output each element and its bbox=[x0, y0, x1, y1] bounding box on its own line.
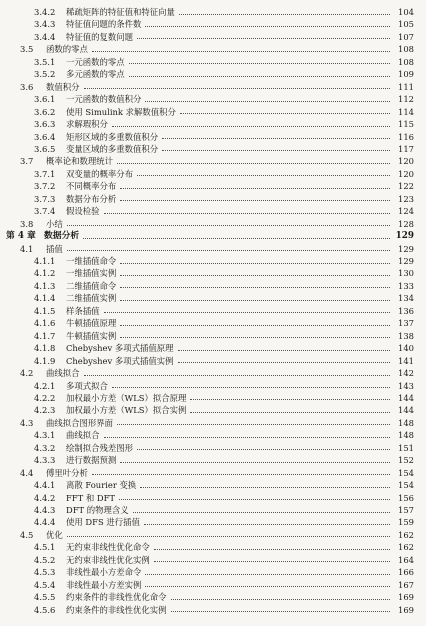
toc-entry-page: 159 bbox=[398, 517, 414, 528]
toc-entry-number: 4.1 bbox=[20, 243, 34, 254]
toc-entry-title: 二维插值命令 bbox=[66, 280, 117, 291]
dot-leader bbox=[154, 548, 390, 550]
toc-entry-page: 116 bbox=[398, 131, 414, 142]
toc-entry-number: 3.5 bbox=[20, 44, 34, 55]
toc-entry-title: 约束条件的非线性优化实例 bbox=[66, 604, 167, 615]
dot-leader bbox=[112, 386, 390, 388]
toc-entry-page: 141 bbox=[398, 355, 414, 366]
toc-entry bbox=[0, 180, 426, 192]
toc-entry-page: 133 bbox=[398, 280, 414, 291]
toc-entry-title: 优化 bbox=[46, 529, 63, 540]
toc-entry-number: 4.4.4 bbox=[34, 517, 56, 528]
toc-entry bbox=[0, 380, 426, 392]
dot-leader bbox=[104, 311, 391, 313]
dot-leader bbox=[145, 585, 390, 587]
dot-leader bbox=[92, 473, 390, 475]
toc-entry-title: 绘制拟合残差图形 bbox=[66, 442, 133, 453]
toc-entry-page: 115 bbox=[398, 119, 414, 130]
toc-entry-number: 4.3 bbox=[20, 417, 34, 428]
dot-leader bbox=[120, 262, 390, 264]
toc-entry-page: 109 bbox=[398, 69, 414, 80]
toc-entry-title: 插值 bbox=[46, 243, 63, 254]
toc-entry-page: 112 bbox=[398, 94, 414, 105]
toc-entry-page: 151 bbox=[398, 442, 414, 453]
toc-entry-title: 使用 Simulink 求解数值积分 bbox=[66, 106, 176, 117]
toc-entry-number: 4.1.7 bbox=[34, 330, 56, 341]
toc-entry bbox=[0, 155, 426, 167]
toc-entry-page: 114 bbox=[398, 106, 414, 117]
toc-entry-page: 111 bbox=[398, 81, 414, 92]
toc-entry-number: 3.6.2 bbox=[34, 106, 56, 117]
toc-entry-page: 105 bbox=[398, 19, 414, 30]
toc-entry bbox=[0, 566, 426, 578]
toc-entry-page: 129 bbox=[398, 243, 414, 254]
toc-entry-page: 130 bbox=[398, 268, 414, 279]
toc-entry-number: 4.5.3 bbox=[34, 567, 56, 578]
toc-entry-page: 162 bbox=[398, 542, 414, 553]
toc-entry-title: 非线性最小方差命令 bbox=[66, 567, 142, 578]
toc-entry bbox=[0, 442, 426, 454]
dot-leader bbox=[120, 461, 390, 463]
toc-entry-title: 不同概率分布 bbox=[66, 181, 117, 192]
toc-entry-page: 124 bbox=[398, 206, 414, 217]
toc-entry bbox=[0, 504, 426, 516]
toc-entry-page: 169 bbox=[398, 604, 414, 615]
dot-leader bbox=[120, 274, 390, 276]
toc-entry-title: 使用 DFS 进行插值 bbox=[66, 517, 140, 528]
toc-entry-page: 128 bbox=[398, 218, 414, 229]
toc-entry-title: 非线性最小方差实例 bbox=[66, 579, 142, 590]
toc-entry-page: 134 bbox=[398, 293, 414, 304]
toc-entry-number: 4.1.3 bbox=[34, 280, 56, 291]
toc-entry-page: 120 bbox=[398, 168, 414, 179]
toc-entry-page: 108 bbox=[398, 44, 414, 55]
dot-leader bbox=[133, 511, 390, 513]
toc-entry-title: 牛顿插值原理 bbox=[66, 318, 117, 329]
toc-entry-title: 小结 bbox=[46, 218, 63, 229]
toc-entry-title: 求解瑕积分 bbox=[66, 119, 108, 130]
toc-entry-page: 140 bbox=[398, 343, 414, 354]
toc-entry-page: 120 bbox=[398, 156, 414, 167]
toc-entry-number: 4.1.6 bbox=[34, 318, 56, 329]
toc-entry bbox=[0, 68, 426, 80]
toc-entry-number: 4.3.1 bbox=[34, 430, 56, 441]
toc-entry-title: 特征值问题的条件数 bbox=[66, 19, 142, 30]
toc-entry bbox=[0, 267, 426, 279]
dot-leader bbox=[179, 13, 390, 15]
dot-leader bbox=[154, 560, 390, 562]
toc-entry-title: 双变量的概率分布 bbox=[66, 168, 133, 179]
toc-entry-title: 无约束非线性优化实例 bbox=[66, 554, 150, 565]
dot-leader bbox=[120, 199, 390, 201]
toc-entry-number: 4.5.4 bbox=[34, 579, 56, 590]
dot-leader bbox=[120, 286, 390, 288]
dot-leader bbox=[137, 174, 390, 176]
toc-entry-number: 4.2 bbox=[20, 368, 34, 379]
toc-entry bbox=[0, 230, 426, 242]
toc-entry bbox=[0, 330, 426, 342]
toc-entry-page: 152 bbox=[398, 455, 414, 466]
toc-entry-title: 离散 Fourier 变换 bbox=[66, 480, 137, 491]
toc-entry-title: 一元函数的数值积分 bbox=[66, 94, 142, 105]
toc-entry-number: 3.6.1 bbox=[34, 94, 56, 105]
toc-entry-page: 148 bbox=[398, 430, 414, 441]
toc-entry-title: DFT 的物理含义 bbox=[66, 505, 129, 515]
toc-entry bbox=[0, 143, 426, 155]
dot-leader bbox=[178, 361, 390, 363]
toc-entry-number: 3.6 bbox=[20, 81, 34, 92]
toc-entry bbox=[0, 43, 426, 55]
dot-leader bbox=[145, 573, 390, 575]
toc-entry-page: 154 bbox=[398, 480, 414, 491]
toc-entry-number: 4.4.3 bbox=[34, 505, 56, 515]
toc-entry-page: 129 bbox=[398, 256, 414, 266]
toc-entry-page: 104 bbox=[398, 7, 414, 17]
toc-entry bbox=[0, 429, 426, 441]
toc-entry-page: 108 bbox=[398, 56, 414, 67]
toc-entry bbox=[0, 118, 426, 130]
toc-entry-number: 4.5.2 bbox=[34, 554, 56, 565]
toc-entry-page: 148 bbox=[398, 417, 414, 428]
toc-entry bbox=[0, 6, 426, 18]
toc-entry-number: 3.6.5 bbox=[34, 143, 56, 154]
dot-leader bbox=[117, 423, 390, 425]
toc-entry-page: 162 bbox=[398, 529, 414, 540]
toc-entry-number: 4.1.2 bbox=[34, 268, 56, 279]
toc-entry-page: 142 bbox=[398, 368, 414, 379]
toc-entry-title: 数值积分 bbox=[46, 81, 80, 92]
toc-entry bbox=[0, 255, 426, 267]
toc-entry-title: Chebyshev 多项式插值原理 bbox=[66, 343, 174, 354]
toc-entry-title: 二维插值实例 bbox=[66, 293, 117, 304]
dot-leader bbox=[104, 436, 391, 438]
toc-entry-page: 144 bbox=[398, 405, 414, 416]
toc-entry-page: 122 bbox=[398, 181, 414, 192]
toc-entry bbox=[0, 604, 426, 616]
toc-entry-title: 矩形区域的多重数值积分 bbox=[66, 131, 159, 142]
toc-entry bbox=[0, 205, 426, 217]
toc-entry-number: 3.7 bbox=[20, 156, 34, 167]
toc-entry bbox=[0, 516, 426, 528]
dot-leader bbox=[140, 486, 390, 488]
toc-entry-number: 4.5.1 bbox=[34, 542, 56, 553]
toc-entry-number: 3.7.1 bbox=[34, 168, 56, 179]
toc-entry-number: 4.5.6 bbox=[34, 604, 56, 615]
toc-entry bbox=[0, 317, 426, 329]
dot-leader bbox=[137, 37, 390, 39]
toc-entry-number: 3.7.3 bbox=[34, 193, 56, 204]
toc-entry-number: 4.4 bbox=[20, 467, 34, 478]
toc-entry-page: 137 bbox=[398, 318, 414, 329]
dot-leader bbox=[190, 398, 390, 400]
dot-leader bbox=[180, 112, 390, 114]
toc-entry-title: 概率论和数理统计 bbox=[46, 156, 113, 167]
dot-leader bbox=[162, 149, 390, 151]
toc-entry-title: 样条插值 bbox=[66, 305, 100, 316]
toc-entry-page: 154 bbox=[398, 467, 414, 478]
toc-entry-page: 138 bbox=[398, 330, 414, 341]
toc-entry-title: 曲线拟合 bbox=[46, 368, 80, 379]
toc-entry bbox=[0, 579, 426, 591]
toc-entry bbox=[0, 479, 426, 491]
toc-entry-number: 第 4 章 bbox=[6, 231, 36, 242]
dot-leader bbox=[120, 299, 390, 301]
toc-entry-page: 123 bbox=[398, 193, 414, 204]
dot-leader bbox=[162, 137, 390, 139]
toc-entry-title: 一元函数的零点 bbox=[66, 56, 125, 67]
dot-leader bbox=[84, 87, 391, 89]
dot-leader bbox=[120, 324, 390, 326]
toc-entry-page: 166 bbox=[398, 567, 414, 578]
toc-entry-number: 3.4.2 bbox=[34, 7, 56, 17]
dot-leader bbox=[119, 498, 390, 500]
toc-entry bbox=[0, 106, 426, 118]
toc-entry-title: 进行数据预测 bbox=[66, 455, 117, 466]
toc-entry-number: 3.7.2 bbox=[34, 181, 56, 192]
toc-entry-title: 数据分布分析 bbox=[66, 193, 117, 204]
toc-entry-title: 特征值的复数问题 bbox=[66, 31, 133, 42]
toc-entry-title: 稀疏矩阵的特征值和特征向量 bbox=[66, 7, 175, 17]
toc-entry bbox=[0, 131, 426, 143]
toc-entry bbox=[0, 404, 426, 416]
toc-entry-number: 3.7.4 bbox=[34, 206, 56, 217]
toc-entry-page: 167 bbox=[398, 579, 414, 590]
toc-entry bbox=[0, 305, 426, 317]
toc-entry bbox=[0, 392, 426, 404]
toc-entry-number: 4.4.2 bbox=[34, 492, 56, 503]
toc-entry-title: 加权最小方差（WLS）拟合实例 bbox=[66, 405, 187, 416]
toc-entry-title: 牛顿插值实例 bbox=[66, 330, 117, 341]
dot-leader bbox=[67, 535, 390, 537]
toc-entry-number: 4.1.1 bbox=[34, 256, 56, 266]
toc-entry-number: 4.3.2 bbox=[34, 442, 56, 453]
toc-entry bbox=[0, 168, 426, 180]
toc-entry-number: 4.5.5 bbox=[34, 592, 56, 603]
toc-entry-title: 加权最小方差（WLS）拟合原理 bbox=[66, 392, 187, 403]
toc-entry-title: 数据分析 bbox=[44, 231, 80, 242]
toc-entry-title: FFT 和 DFT bbox=[66, 492, 116, 503]
toc-entry-number: 4.1.9 bbox=[34, 355, 56, 366]
toc-entry-number: 4.1.4 bbox=[34, 293, 56, 304]
toc-entry bbox=[0, 292, 426, 304]
dot-leader bbox=[171, 610, 391, 612]
toc-entry-page: 129 bbox=[395, 231, 414, 242]
toc-entry-title: 一维插值命令 bbox=[66, 256, 117, 266]
dot-leader bbox=[145, 100, 390, 102]
toc-entry bbox=[0, 81, 426, 93]
toc-entry-page: 117 bbox=[398, 143, 414, 154]
toc-entry-title: 无约束非线性优化命令 bbox=[66, 542, 150, 553]
toc-entry bbox=[0, 529, 426, 541]
toc-entry-title: 傅里叶分析 bbox=[46, 467, 88, 478]
dot-leader bbox=[117, 162, 390, 164]
dot-leader bbox=[145, 25, 390, 27]
dot-leader bbox=[129, 75, 390, 77]
toc-entry-number: 4.3.3 bbox=[34, 455, 56, 466]
toc-entry bbox=[0, 367, 426, 379]
toc-entry bbox=[0, 218, 426, 230]
toc-entry-page: 136 bbox=[398, 305, 414, 316]
dot-leader bbox=[83, 237, 390, 239]
dot-leader bbox=[67, 224, 390, 226]
toc-entry-page: 169 bbox=[398, 592, 414, 603]
toc-entry bbox=[0, 492, 426, 504]
toc-entry-number: 3.4.3 bbox=[34, 19, 56, 30]
toc-entry-page: 157 bbox=[398, 505, 414, 515]
toc-entry-title: Chebyshev 多项式插值实例 bbox=[66, 355, 174, 366]
dot-leader bbox=[120, 187, 390, 189]
toc-entry-title: 多项式拟合 bbox=[66, 380, 108, 391]
dot-leader bbox=[67, 249, 390, 251]
toc-entry bbox=[0, 454, 426, 466]
toc-entry-title: 多元函数的零点 bbox=[66, 69, 125, 80]
toc-entry bbox=[0, 417, 426, 429]
toc-entry bbox=[0, 243, 426, 255]
toc-entry-number: 3.4.4 bbox=[34, 31, 56, 42]
toc-entry-number: 4.2.3 bbox=[34, 405, 56, 416]
toc-entry-page: 107 bbox=[398, 31, 414, 42]
toc-entry-title: 曲线拟合 bbox=[66, 430, 100, 441]
toc-entry-number: 4.2.2 bbox=[34, 392, 56, 403]
dot-leader bbox=[129, 62, 390, 64]
toc-entry bbox=[0, 93, 426, 105]
dot-leader bbox=[190, 411, 390, 413]
toc-entry-number: 4.1.5 bbox=[34, 305, 56, 316]
toc-entry-number: 3.6.3 bbox=[34, 119, 56, 130]
dot-leader bbox=[84, 374, 391, 376]
toc-entry-number: 3.8 bbox=[20, 218, 34, 229]
dot-leader bbox=[92, 50, 390, 52]
toc-entry-title: 假设检验 bbox=[66, 206, 100, 217]
toc-entry bbox=[0, 342, 426, 354]
toc-entry-number: 4.4.1 bbox=[34, 480, 56, 491]
toc-entry-title: 约束条件的非线性优化命令 bbox=[66, 592, 167, 603]
toc-entry-title: 函数的零点 bbox=[46, 44, 88, 55]
toc-entry-title: 一维插值实例 bbox=[66, 268, 117, 279]
toc-entry-number: 4.5 bbox=[20, 529, 34, 540]
dot-leader bbox=[178, 349, 390, 351]
dot-leader bbox=[144, 523, 390, 525]
toc-entry bbox=[0, 591, 426, 603]
dot-leader bbox=[171, 598, 391, 600]
toc-entry bbox=[0, 355, 426, 367]
toc-entry bbox=[0, 193, 426, 205]
dot-leader bbox=[112, 125, 390, 127]
dot-leader bbox=[137, 448, 390, 450]
toc-entry bbox=[0, 280, 426, 292]
toc-entry-title: 变量区域的多重数值积分 bbox=[66, 143, 159, 154]
toc-entry bbox=[0, 554, 426, 566]
toc-entry-number: 3.6.4 bbox=[34, 131, 56, 142]
toc-entry-page: 144 bbox=[398, 392, 414, 403]
toc-entry bbox=[0, 31, 426, 43]
toc-entry-title: 曲线拟合图形界面 bbox=[46, 417, 113, 428]
toc-entry bbox=[0, 541, 426, 553]
dot-leader bbox=[104, 212, 391, 214]
toc-entry-number: 3.5.2 bbox=[34, 69, 56, 80]
toc-entry-page: 143 bbox=[398, 380, 414, 391]
toc-entry-page: 164 bbox=[398, 554, 414, 565]
toc-entry bbox=[0, 467, 426, 479]
toc-entry-number: 3.5.1 bbox=[34, 56, 56, 67]
toc-entry bbox=[0, 18, 426, 30]
toc-entry bbox=[0, 56, 426, 68]
toc-entry-number: 4.2.1 bbox=[34, 380, 56, 391]
toc-entry-number: 4.1.8 bbox=[34, 343, 56, 354]
dot-leader bbox=[120, 336, 390, 338]
toc-entry-page: 156 bbox=[398, 492, 414, 503]
